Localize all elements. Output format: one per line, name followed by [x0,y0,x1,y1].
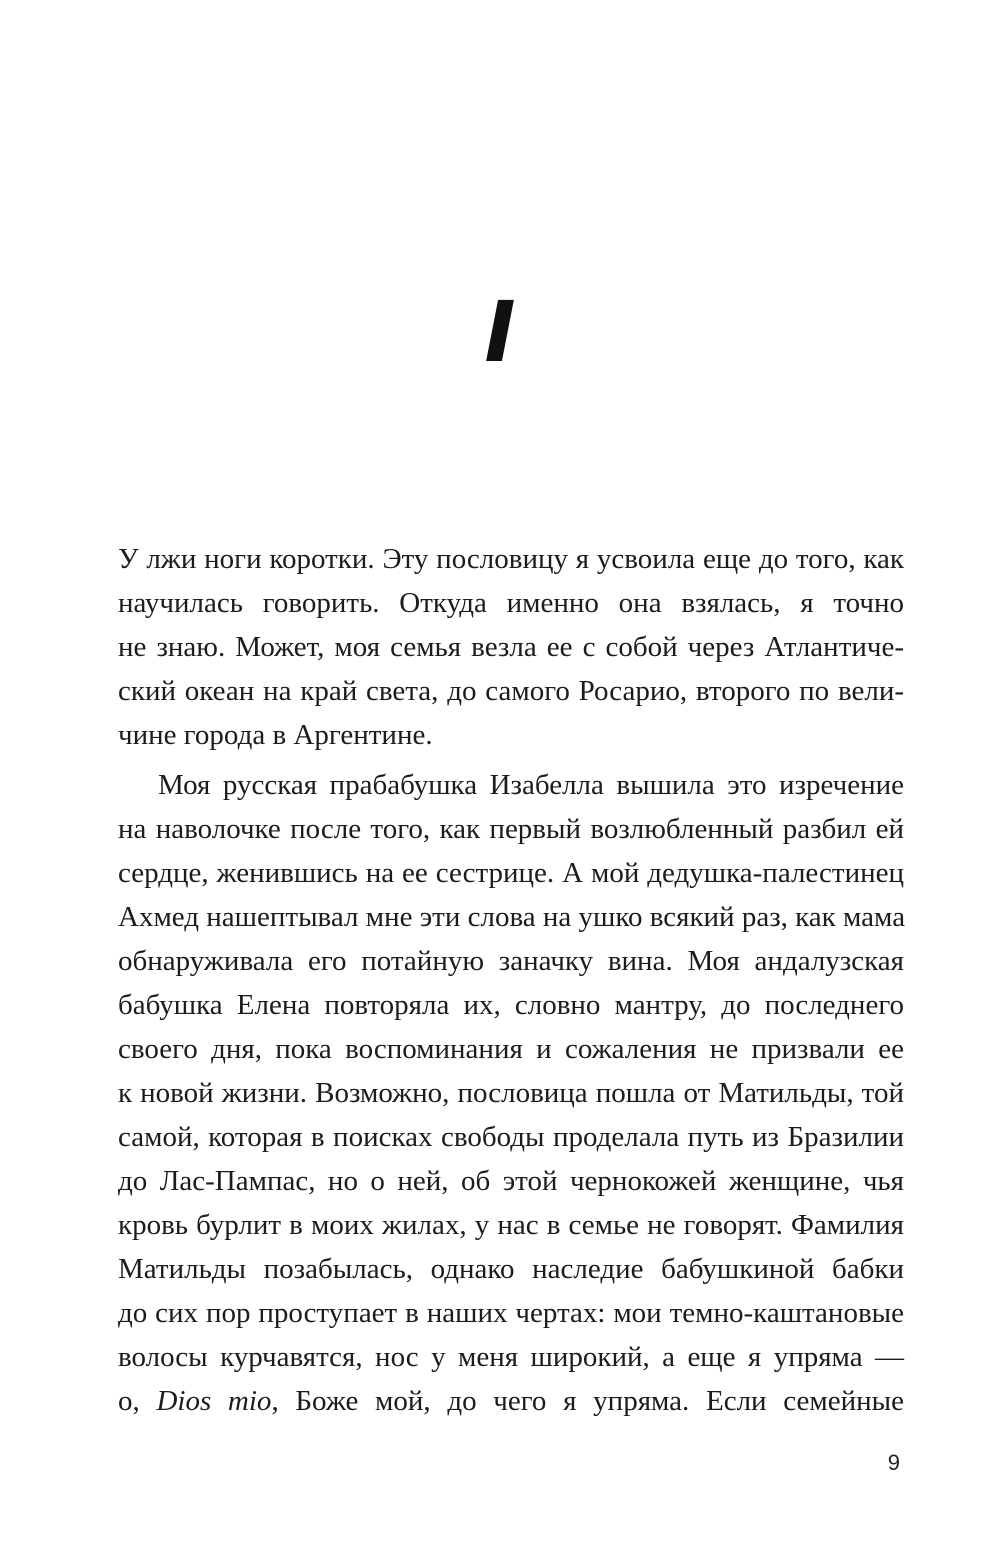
paragraph-2 [118,763,904,1423]
text-line: до Лас-Пампас, но о ней, об этой чернокожей женщине, чья [118,1165,904,1197]
text-line: научилась говорить. Откуда именно она взялась, я точно [118,587,904,619]
text-line: Матильды позабылась, однако наследие бабушкиной бабки [118,1253,904,1285]
italic-phrase: Dios mio [156,1385,272,1417]
text-line: не знаю. Может, моя семья везла ее с собой через Атлантиче- [118,631,904,663]
text-line: кровь бурлит в моих жилах, у нас в семье не говорят. Фамилия [118,1209,904,1241]
chapter-number: I [484,283,516,381]
text-line: У лжи ноги коротки. Эту пословицу я усвоила еще до того, как [118,543,904,575]
text-line: обнаруживала его потайную заначку вина. Моя андалузская [118,945,904,977]
text-line: чине города в Аргентине. [118,719,433,751]
text-line: бабушка Елена повторяла их, словно мантру, до последнего [118,989,904,1021]
text-line: Ахмед нашептывал мне эти слова на ушко всякий раз, как мама [118,901,906,933]
text-line: своего дня, пока воспоминания и сожаления не призвали ее [118,1033,904,1065]
paragraph-1 [118,537,904,757]
text-fragment: , Боже мой, до чего я упряма. Если семейные [271,1385,904,1417]
text-fragment: о, [118,1385,157,1417]
text-line: ский океан на край света, до самого Росарио, второго по вели- [118,675,904,707]
text-line: Моя русская прабабушка Изабелла вышила это изречение [158,769,904,801]
text-line: на наволочке после того, как первый возлюбленный разбил ей [118,813,904,845]
body-text [118,537,904,1423]
text-line-final [118,1379,904,1423]
text-line: волосы курчавятся, нос у меня широкий, а еще я упряма — [118,1341,904,1373]
text-line: до сих пор проступает в наших чертах: мои темно-каштановые [118,1297,904,1329]
page-number: 9 [887,1450,900,1475]
text-line: сердце, женившись на ее сестрице. А мой дедушка-палестинец [118,857,904,889]
text-line: самой, которая в поисках свободы проделала путь из Бразилии [118,1121,904,1153]
text-line: к новой жизни. Возможно, пословица пошла от Матильды, той [118,1077,904,1109]
